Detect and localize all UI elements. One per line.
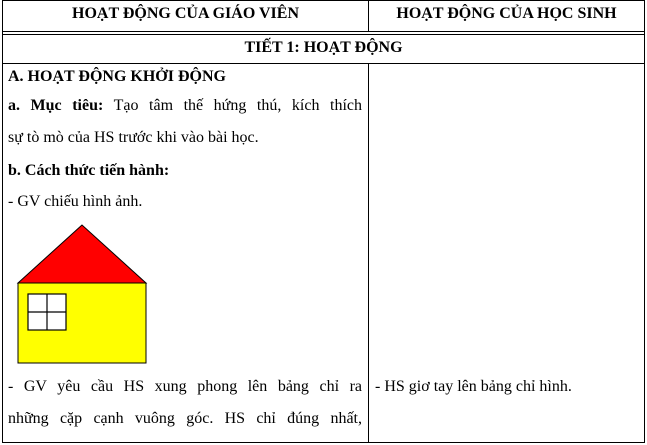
section-divider [2, 63, 645, 64]
goal-line-1 [8, 96, 362, 118]
column-divider-body [368, 63, 369, 443]
table-border-top [2, 0, 645, 1]
house-image [16, 224, 148, 364]
section-title: TIẾT 1: HOẠT ĐỘNG [244, 39, 403, 56]
house-roof [18, 225, 146, 283]
student-column-header: HOẠT ĐỘNG CỦA HỌC SINH [396, 5, 617, 22]
table-border-left [2, 0, 3, 443]
step-show-image: - GV chiếu hình ảnh. [8, 193, 143, 210]
goal-label: a. Mục tiêu: [8, 97, 104, 114]
header-divider [2, 31, 645, 32]
table-border-bottom [2, 442, 645, 443]
table-border-right [644, 0, 645, 443]
step-volunteer-line-2: những cặp cạnh vuông góc. HS chỉ đúng nhất, [8, 410, 362, 427]
part-title: A. HOẠT ĐỘNG KHỞI ĐỘNG [8, 68, 226, 85]
student-response: - HS giơ tay lên bảng chỉ hình. [375, 378, 572, 395]
goal-line-2: sự tò mò của HS trước khi vào bài học. [8, 129, 259, 146]
teacher-column-header: HOẠT ĐỘNG CỦA GIÁO VIÊN [72, 5, 299, 22]
header-divider-double [2, 34, 645, 35]
method-label: b. Cách thức tiến hành: [8, 162, 170, 179]
step-volunteer-line-1: - GV yêu cầu HS xung phong lên bảng chỉ ra [8, 378, 362, 395]
goal-text: Tạo tâm thế hứng thú, kích thích [103, 97, 362, 114]
